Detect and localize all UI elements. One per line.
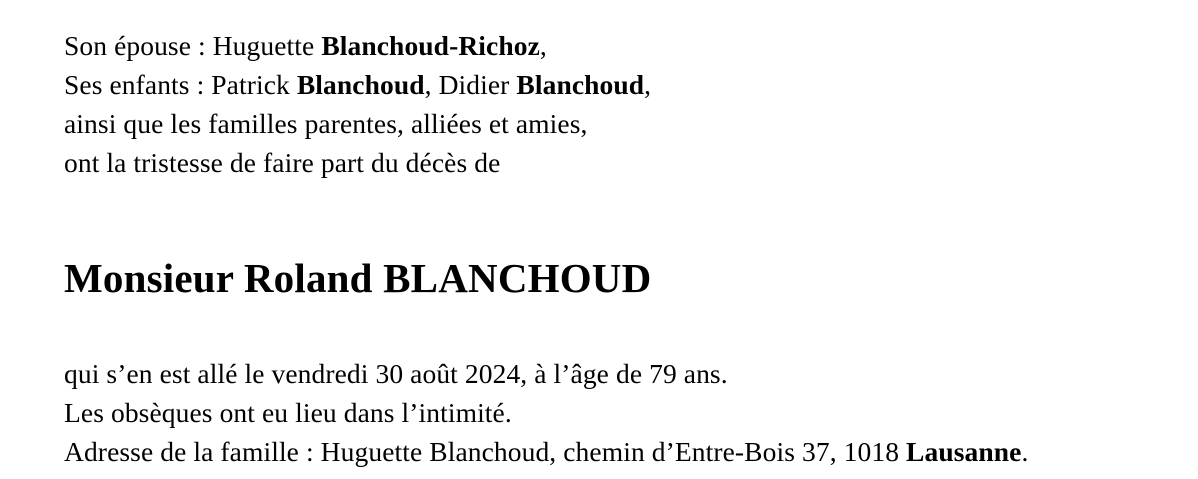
- intro-line-children-prefix: Ses enfants : Patrick: [64, 69, 297, 100]
- intro-line-spouse-name: Blanchoud-Richoz: [321, 30, 540, 61]
- details-block: [64, 354, 1138, 471]
- intro-block: [64, 26, 1138, 182]
- intro-line-children: [64, 65, 1138, 104]
- intro-line-families: [64, 104, 1138, 143]
- deceased-name: Monsieur Roland BLANCHOUD: [64, 255, 652, 301]
- detail-line-address: [64, 432, 1138, 471]
- intro-line-announcement-text: ont la tristesse de faire part du décès de: [64, 147, 501, 178]
- intro-line-children-middle: , Didier: [424, 69, 517, 100]
- detail-line-address-city: Lausanne: [906, 436, 1022, 467]
- intro-line-announcement: [64, 143, 1138, 182]
- intro-line-families-text: ainsi que les familles parentes, alliées et amies,: [64, 108, 588, 139]
- intro-line-spouse: [64, 26, 1138, 65]
- intro-line-spouse-prefix: Son épouse : Huguette: [64, 30, 322, 61]
- detail-line-funeral-text: Les obsèques ont eu lieu dans l’intimité.: [64, 397, 512, 428]
- intro-line-spouse-suffix: ,: [539, 30, 547, 61]
- intro-line-children-name-2: Blanchoud: [516, 69, 645, 100]
- detail-line-passing-text: qui s’en est allé le vendredi 30 août 2024, à l’âge de 79 ans.: [64, 358, 728, 389]
- detail-line-passing: [64, 354, 1138, 393]
- detail-line-address-prefix: Adresse de la famille : Huguette Blanchoud, chemin d’Entre-Bois 37, 1018: [64, 436, 907, 467]
- detail-line-funeral: [64, 393, 1138, 432]
- intro-line-children-suffix: ,: [644, 69, 652, 100]
- intro-line-children-name-1: Blanchoud: [296, 69, 425, 100]
- detail-line-address-suffix: .: [1021, 436, 1029, 467]
